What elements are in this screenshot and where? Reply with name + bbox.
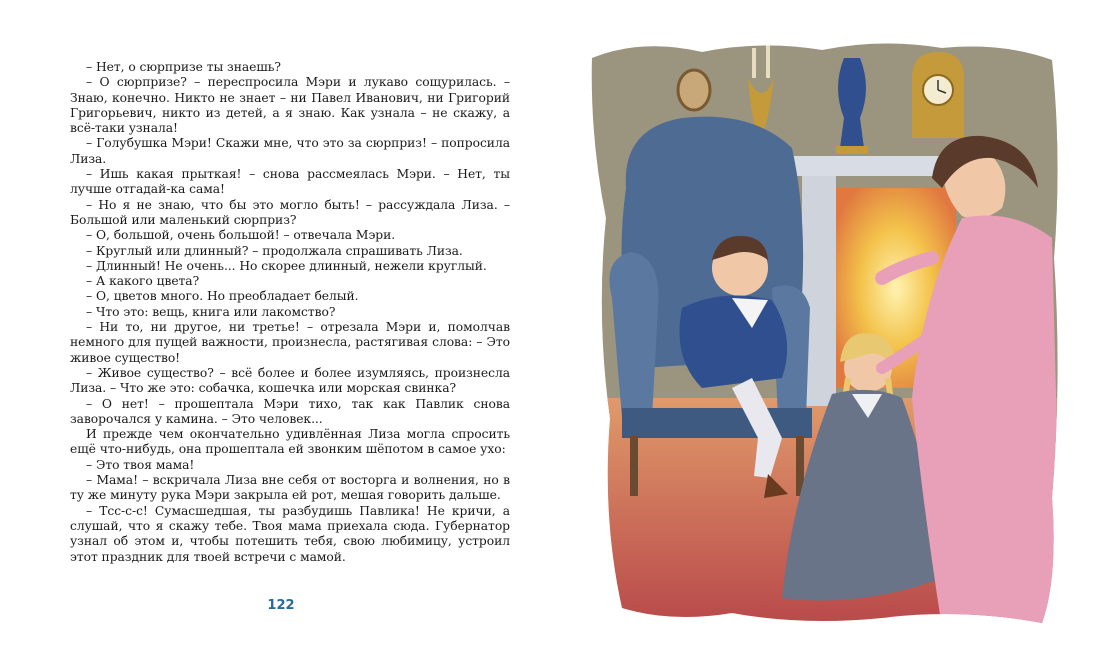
paragraph: – Нет, о сюрпризе ты знаешь? <box>86 60 281 74</box>
paragraph: – Но я не знаю, что бы это могло быть! – рассуждала Лиза. – Большой или маленький сюрприз? <box>70 197 510 227</box>
paragraph: – Длинный! Не очень... Но скорее длинный, нежели круглый. <box>86 258 487 273</box>
paragraph: – Живое существо? – всё более и более изумляясь, произнесла Лиза. – Что же это: собачка, кошечка или морская свинка? <box>70 365 510 396</box>
paragraph: – О сюрпризе? – переспросила Мэри и лукаво сощурилась. – Знаю, конечно. Никто не знает – ни Павел Иванович, ни Григорий Григорьевич, никто из детей, а я знаю. Как узнала – не скажу, а всё-таки узнала! <box>70 75 510 136</box>
clock-icon <box>912 52 964 138</box>
paragraph: – О, большой, очень большой! – отвечала Мэри. <box>86 228 396 243</box>
paragraph: – Круглый или длинный? – продолжала спрашивать Лиза. <box>86 243 463 258</box>
paragraph: – Мама! – вскричала Лиза вне себя от восторга и волнения, но в ту же минуту рука Мэри закрыла ей рот, мешая говорить дальше. <box>70 473 510 503</box>
paragraph: – Это твоя мама! <box>86 457 195 472</box>
text-page <box>70 60 510 565</box>
page-number: 122 <box>267 598 295 613</box>
paragraph: – Ни то, ни другое, ни третье! – отрезала Мэри и, помолчав немного для пущей важности, произнесла, растягивая слова: – Это живое существо! <box>70 320 510 365</box>
paragraph: – Что это: вещь, книга или лакомство? <box>86 304 336 319</box>
paragraph: И прежде чем окончательно удивлённая Лиза могла спросить ещё что-нибудь, она прошептала ей звонким шёпотом в самое ухо: <box>70 427 510 457</box>
paragraph: – Ишь какая прыткая! – снова рассмеялась Мэри. – Нет, ты лучше отгадай-ка сама! <box>70 167 510 197</box>
paragraph: – О нет! – прошептала Мэри тихо, так как Павлик снова заворочался у камина. – Это человек... <box>70 396 510 426</box>
paragraph: – Тсс-с-с! Сумасшедшая, ты разбудишь Павлика! Не кричи, а слушай, что я скажу тебе. Твоя мама приехала сюда. Губернатор узнал об этом и, чтобы потешить тебя, свою любимицу, устроил этот праздник для твоей встречи с мамой. <box>70 503 510 564</box>
paragraph: – Голубушка Мэри! Скажи мне, что это за сюрприз! – попросила Лиза. <box>70 136 510 166</box>
wall-portrait <box>678 70 710 110</box>
paragraph: – О, цветов много. Но преобладает белый. <box>86 289 359 304</box>
illustration <box>582 38 1062 628</box>
paragraph: – А какого цвета? <box>86 274 200 289</box>
